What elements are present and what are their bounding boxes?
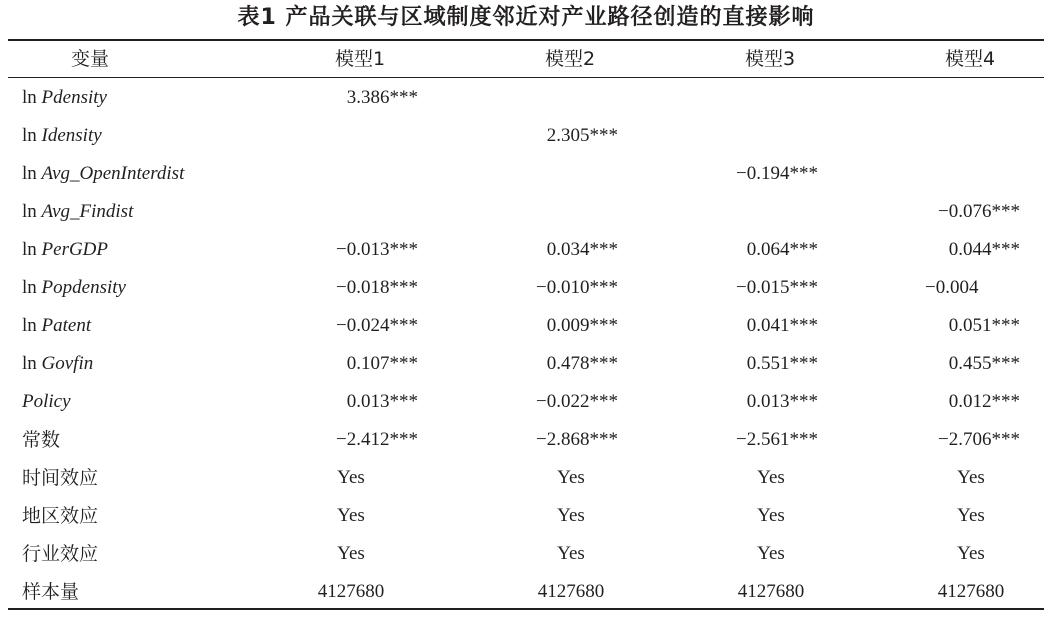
cell-model-4: 0.044***: [948, 239, 1020, 260]
table-row: [0, 269, 1052, 307]
bottom-rule: [8, 608, 1044, 610]
cell-model-2: 2.305***: [546, 125, 618, 146]
cell-model-3: 0.064***: [746, 239, 818, 260]
row-label: [22, 383, 71, 421]
column-header-model-3: 模型3: [744, 48, 796, 70]
cell-model-4: −0.076***: [938, 201, 1020, 222]
row-label: 地区效应: [22, 505, 99, 527]
table-row: [0, 193, 1052, 231]
cell-model-2: Yes: [557, 467, 585, 488]
column-header-model-4: 模型4: [944, 48, 996, 70]
row-label-name: Avg_OpenInterdist: [41, 163, 185, 184]
row-label-prefix: ln: [22, 87, 42, 108]
row-label-name: Popdensity: [41, 277, 126, 298]
cell-model-3: Yes: [757, 543, 785, 564]
row-label: [22, 155, 184, 193]
cell-model-1: Yes: [337, 505, 365, 526]
row-label: [22, 269, 126, 307]
cell-model-3: 4127680: [737, 581, 805, 602]
cell-model-2: −0.010***: [536, 277, 618, 298]
column-header-model-2: 模型2: [544, 48, 596, 70]
row-label-prefix: ln: [22, 277, 42, 298]
cell-model-1: 4127680: [317, 581, 385, 602]
table-row: [0, 117, 1052, 155]
cell-model-1: Yes: [337, 543, 365, 564]
cell-model-2: 0.478***: [546, 353, 618, 374]
cell-model-2: 4127680: [537, 581, 605, 602]
row-label: [22, 79, 107, 117]
row-label-prefix: ln: [22, 315, 42, 336]
table-row: [0, 497, 1052, 535]
cell-model-1: Yes: [337, 467, 365, 488]
table-row: [0, 231, 1052, 269]
row-label-prefix: ln: [22, 201, 42, 222]
row-label-name: Patent: [41, 315, 92, 336]
cell-model-2: −0.022***: [536, 391, 618, 412]
cell-model-1: 3.386***: [346, 87, 418, 108]
table-title: 表1 产品关联与区域制度邻近对产业路径创造的直接影响: [237, 5, 815, 30]
cell-model-1: 0.107***: [346, 353, 418, 374]
column-header-variable: 变量: [70, 48, 109, 70]
table-row: [0, 421, 1052, 459]
cell-model-2: 0.034***: [546, 239, 618, 260]
cell-model-2: 0.009***: [546, 315, 618, 336]
row-label: 行业效应: [22, 543, 99, 565]
row-label: 时间效应: [22, 467, 99, 489]
row-label: [22, 345, 93, 383]
table-row: [0, 155, 1052, 193]
cell-model-1: −0.013***: [336, 239, 418, 260]
row-label-name: Policy: [22, 391, 71, 412]
cell-model-1: −2.412***: [336, 429, 418, 450]
table-row: [0, 79, 1052, 117]
row-label-prefix: ln: [22, 125, 42, 146]
cell-model-3: −2.561***: [736, 429, 818, 450]
row-label-prefix: ln: [22, 239, 42, 260]
row-label: [22, 193, 133, 231]
cell-model-2: −2.868***: [536, 429, 618, 450]
cell-model-3: 0.551***: [746, 353, 818, 374]
row-label-prefix: ln: [22, 163, 42, 184]
cell-model-1: −0.018***: [336, 277, 418, 298]
cell-model-4: 0.012***: [948, 391, 1020, 412]
cell-model-3: Yes: [757, 505, 785, 526]
cell-model-1: 0.013***: [346, 391, 418, 412]
row-label-name: Pdensity: [41, 87, 107, 108]
cell-model-4: −2.706***: [938, 429, 1020, 450]
top-rule: [8, 39, 1044, 41]
row-label: [22, 117, 102, 155]
cell-model-4: Yes: [957, 467, 985, 488]
table-row: [0, 535, 1052, 573]
cell-model-2: Yes: [557, 505, 585, 526]
table-body: [0, 79, 1052, 611]
cell-model-3: Yes: [757, 467, 785, 488]
table-row: [0, 307, 1052, 345]
row-label-name: Idensity: [41, 125, 102, 146]
row-label-name: Avg_Findist: [41, 201, 134, 222]
row-label-prefix: ln: [22, 353, 42, 374]
cell-model-4: 0.051***: [948, 315, 1020, 336]
row-label: 样本量: [22, 581, 80, 603]
cell-model-4: Yes: [957, 543, 985, 564]
cell-model-1: −0.024***: [336, 315, 418, 336]
row-label: 常数: [22, 429, 61, 451]
table-header: [0, 44, 1052, 74]
row-label-name: Govfin: [41, 353, 94, 374]
table-row: [0, 383, 1052, 421]
cell-model-4: 4127680: [937, 581, 1005, 602]
table-row: [0, 345, 1052, 383]
header-rule: [8, 77, 1044, 78]
column-header-model-1: 模型1: [334, 48, 386, 70]
table-row: [0, 573, 1052, 611]
cell-model-4: 0.455***: [948, 353, 1020, 374]
cell-model-3: 0.013***: [746, 391, 818, 412]
row-label: [22, 307, 91, 345]
row-label: [22, 231, 108, 269]
cell-model-2: Yes: [557, 543, 585, 564]
cell-model-4: Yes: [957, 505, 985, 526]
cell-model-3: −0.015***: [736, 277, 818, 298]
cell-model-3: −0.194***: [736, 163, 818, 184]
cell-model-4: −0.004: [925, 277, 979, 298]
cell-model-3: 0.041***: [746, 315, 818, 336]
table-row: [0, 459, 1052, 497]
row-label-name: PerGDP: [41, 239, 109, 260]
